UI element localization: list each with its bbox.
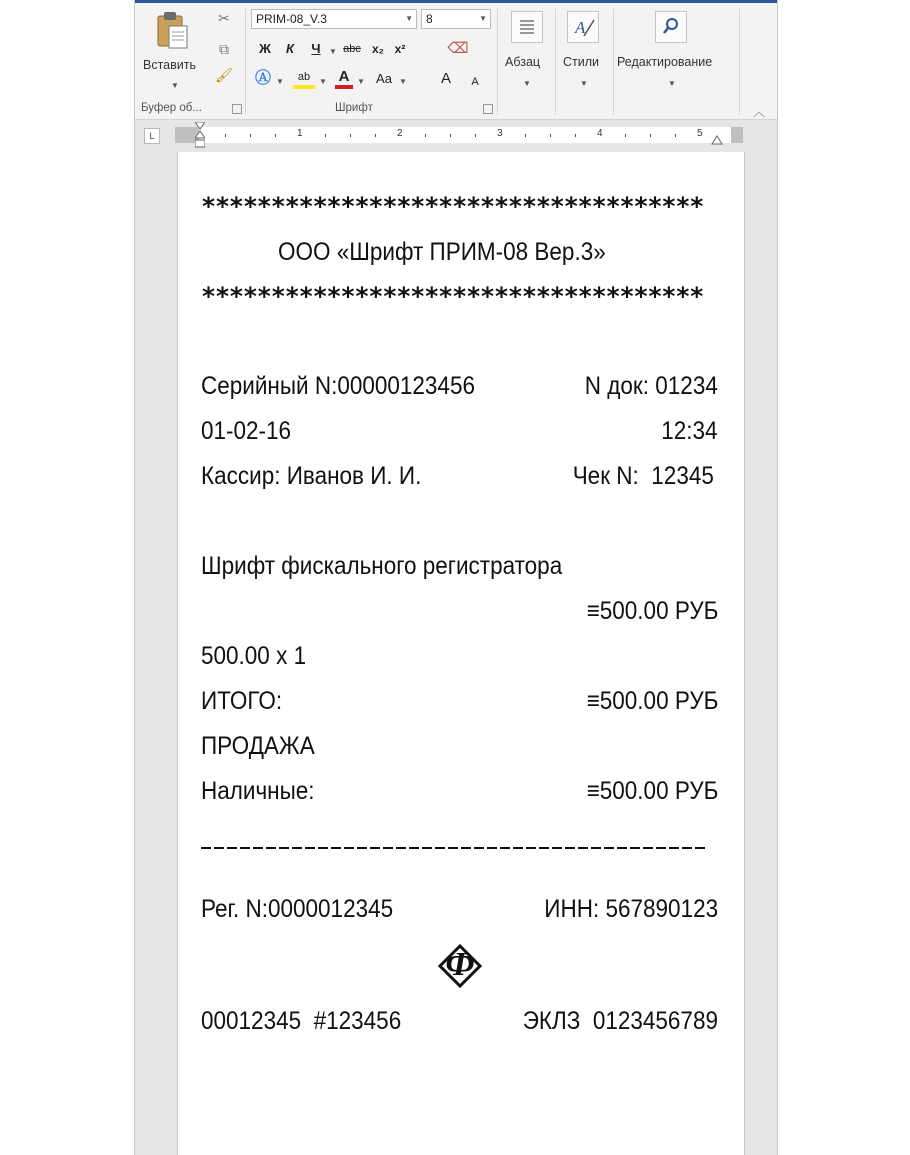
ruler-tick (475, 134, 476, 137)
indent-marker-icon[interactable] (195, 122, 205, 148)
editing-dropdown-icon[interactable]: ▼ (668, 79, 676, 88)
right-margin-area (731, 127, 743, 143)
font-color-icon[interactable]: A (335, 69, 353, 89)
ribbon (135, 3, 777, 120)
receipt-stars-top: ************************************ (201, 192, 704, 221)
receipt-inn: ИНН: 567890123 (544, 895, 718, 923)
highlight-dropdown-icon[interactable]: ▼ (319, 77, 327, 86)
document-page[interactable] (177, 152, 745, 1155)
ruler-tick (650, 134, 651, 137)
shrink-font-button[interactable]: A (471, 76, 479, 88)
ruler-tick (225, 134, 226, 137)
receipt-qty-line: 500.00 x 1 (201, 642, 307, 670)
chevron-down-icon: ▼ (405, 14, 413, 23)
clipboard-launcher-icon[interactable] (232, 104, 242, 114)
ruler-tick (575, 134, 576, 137)
group-divider (613, 9, 614, 115)
ruler-tick (425, 134, 426, 137)
receipt-item-sum: ≡500.00 РУБ (586, 597, 718, 625)
font-color-dropdown-icon[interactable]: ▼ (357, 77, 365, 86)
subscript-button[interactable]: x₂ (371, 42, 384, 56)
ruler-tick (350, 134, 351, 137)
paste-icon[interactable] (155, 11, 189, 51)
word-window (134, 0, 778, 1155)
receipt-serial: Серийный N:00000123456 (201, 372, 475, 400)
bold-button[interactable]: Ж (259, 41, 271, 56)
font-name-combo[interactable] (251, 9, 417, 29)
ruler-tick (325, 134, 326, 137)
styles-icon[interactable] (567, 11, 599, 43)
ruler-tick (550, 134, 551, 137)
paragraph-button[interactable]: Абзац (505, 55, 541, 69)
chevron-down-icon: ▼ (479, 14, 487, 23)
receipt-cash-label: Наличные: (201, 777, 315, 805)
cut-icon[interactable]: ✂ (218, 10, 230, 26)
underline-dropdown-icon[interactable]: ▼ (329, 47, 337, 56)
receipt-date: 01-02-16 (201, 417, 292, 445)
receipt-check-no: Чек N: 12345 (572, 462, 714, 490)
collapse-ribbon-icon[interactable]: ︿ (753, 105, 766, 119)
ruler-number: 3 (497, 128, 503, 139)
underline-button[interactable]: Ч (311, 41, 321, 56)
ruler-tick (450, 134, 451, 137)
fiscal-sign-icon (436, 942, 484, 990)
ruler-tick (275, 134, 276, 137)
ruler (135, 120, 777, 148)
ruler-tick (375, 134, 376, 137)
font-group-label: Шрифт (335, 102, 373, 114)
superscript-button[interactable]: x² (394, 42, 406, 56)
paragraph-icon[interactable] (511, 11, 543, 43)
paste-dropdown-icon[interactable]: ▼ (171, 81, 179, 90)
group-divider (739, 9, 740, 115)
text-effects-icon[interactable]: Ⓐ (254, 70, 271, 87)
paragraph-dropdown-icon[interactable]: ▼ (523, 79, 531, 88)
paste-button[interactable]: Вставить (143, 58, 196, 72)
styles-button[interactable]: Стили (563, 55, 600, 69)
receipt-divider (201, 847, 707, 849)
ruler-number: 4 (597, 128, 603, 139)
group-divider (555, 9, 556, 115)
svg-text:A: A (575, 18, 586, 37)
receipt-item-name: Шрифт фискального регистратора (201, 552, 563, 580)
clear-formatting-icon[interactable]: ⌫ (447, 40, 469, 57)
fiscal-sign-letter: Ф (445, 946, 475, 983)
receipt-stars-bottom: ************************************ (201, 282, 704, 311)
receipt-time: 12:34 (661, 417, 718, 445)
font-size-combo[interactable] (421, 9, 491, 29)
font-launcher-icon[interactable] (483, 104, 493, 114)
tab-selector[interactable]: L (144, 128, 160, 144)
receipt-total-label: ИТОГО: (201, 687, 283, 715)
editing-button[interactable]: Редактирование (617, 55, 713, 69)
styles-dropdown-icon[interactable]: ▼ (580, 79, 588, 88)
receipt-total-sum: ≡500.00 РУБ (586, 687, 718, 715)
receipt-reg-no: Рег. N:0000012345 (201, 895, 394, 923)
horizontal-ruler[interactable] (175, 127, 743, 143)
ruler-tick (675, 134, 676, 137)
font-name-value: PRIM-08_V.3 (256, 12, 327, 26)
italic-button[interactable]: К (286, 41, 294, 56)
ruler-number: 2 (397, 128, 403, 139)
receipt-company: ООО «Шрифт ПРИМ-08 Вер.3» (278, 238, 606, 266)
receipt-sale: ПРОДАЖА (201, 732, 315, 760)
group-divider (245, 9, 246, 115)
font-size-value: 8 (426, 12, 433, 26)
ruler-number: 5 (697, 128, 703, 139)
receipt-doc-no: N док: 01234 (584, 372, 718, 400)
clipboard-group-label: Буфер об... (141, 102, 202, 114)
ruler-tick (525, 134, 526, 137)
ruler-tick (250, 134, 251, 137)
highlight-icon[interactable]: ab (293, 69, 315, 89)
grow-font-button[interactable]: A (440, 70, 451, 87)
search-icon[interactable] (655, 11, 687, 43)
change-case-dropdown-icon[interactable]: ▼ (399, 77, 407, 86)
text-effects-dropdown-icon[interactable]: ▼ (276, 77, 284, 86)
strikethrough-button[interactable]: abc (343, 43, 361, 55)
change-case-button[interactable]: Aa (376, 71, 392, 86)
ruler-number: 1 (297, 128, 303, 139)
group-divider (497, 9, 498, 115)
receipt-cash-sum: ≡500.00 РУБ (586, 777, 718, 805)
receipt-doc-code: 00012345 #123456 (201, 1007, 402, 1035)
ruler-tick (625, 134, 626, 137)
receipt-cashier: Кассир: Иванов И. И. (201, 462, 422, 490)
right-indent-marker-icon[interactable] (711, 134, 723, 146)
copy-icon[interactable]: ⧉ (219, 41, 229, 57)
receipt-eklz: ЭКЛЗ 0123456789 (522, 1007, 718, 1035)
format-painter-icon[interactable]: 🖌 (215, 67, 233, 83)
